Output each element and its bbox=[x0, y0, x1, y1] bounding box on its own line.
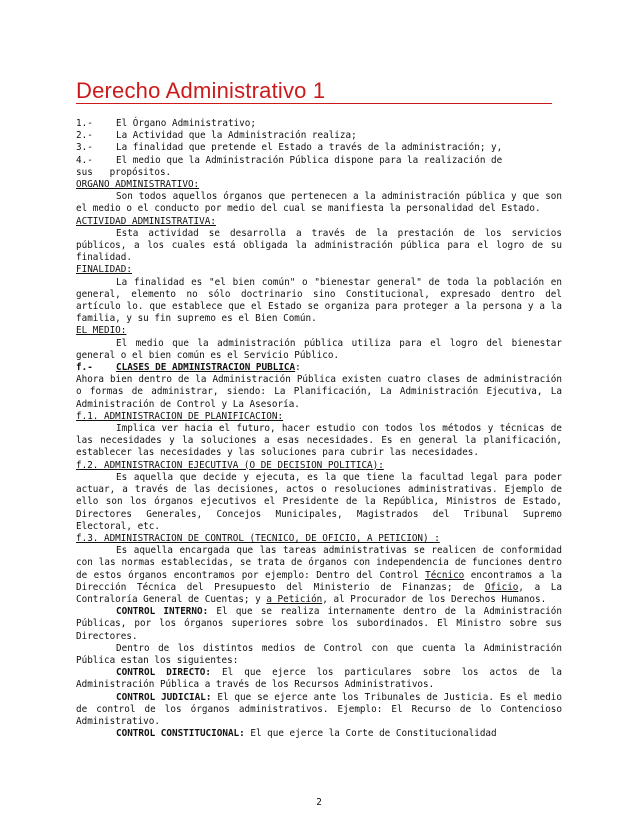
control-interno-paragraph bbox=[76, 606, 562, 643]
control-interno-label: CONTROL INTERNO: bbox=[116, 606, 209, 618]
list-number: 4.- bbox=[76, 154, 93, 166]
section-heading-organo: ORGANO ADMINISTRATIVO: bbox=[76, 179, 200, 191]
list-text: El Órgano Administrativo; bbox=[116, 118, 256, 129]
f3-text-d: , al Procurador de los Derechos Humanos. bbox=[322, 593, 547, 605]
section-text-f3 bbox=[76, 545, 562, 606]
control-constitucional-text: El que ejerce la Corte de Constitucionalidad bbox=[244, 728, 497, 740]
clases-label: f.- bbox=[76, 362, 93, 374]
section-heading-f1: f.1. ADMINISTRACION DE PLANIFICACION: bbox=[76, 410, 284, 422]
f3-underline-peticion: a Petición bbox=[266, 593, 323, 605]
control-constitucional-label: CONTROL CONSTITUCIONAL: bbox=[116, 728, 245, 740]
list-item bbox=[76, 118, 562, 130]
control-judicial-label: CONTROL JUDICIAL: bbox=[116, 691, 212, 703]
control-judicial-paragraph bbox=[76, 692, 562, 729]
f3-text-c: , a La Contraloría General de Cuentas; y bbox=[76, 581, 562, 605]
control-interno-text: El que se realiza internamente dentro de la Administración Públicas, por los órganos superiores sobre los subordinados. El Ministro sobre sus Directores. bbox=[76, 606, 562, 642]
section-text-clases: Ahora bien dentro de la Administración Pública existen cuatro clases de administración o formas de administrar, siendo: La Planificación, La Administración Ejecutiva, La Administración de Control y La Asesoría. bbox=[76, 374, 562, 410]
section-heading-finalidad: FINALIDAD: bbox=[76, 264, 132, 276]
section-text-f1: Implica ver hacia el futuro, hacer estudio con todos los métodos y técnicas de las necesidades y la soluciones a esas necesidades. Es en general la planificación, establecer las necesidades y las soluciones para cubrir las necesidades. bbox=[76, 423, 562, 459]
control-constitucional-paragraph bbox=[76, 728, 562, 740]
f3-underline-tecnico: Técnico bbox=[425, 569, 465, 581]
section-heading-clases bbox=[76, 362, 562, 374]
list-number: 3.- bbox=[76, 142, 93, 154]
f3-underline-oficio: Oficio bbox=[484, 581, 519, 593]
medios-control-paragraph: Dentro de los distintos medios de Control con que cuenta la Administración Pública estan los siguientes: bbox=[76, 642, 562, 666]
section-heading-f3: f.3. ADMINISTRACION DE CONTROL (TECNICO, DE OFICIO, A PETICION) : bbox=[76, 532, 440, 544]
section-heading-medio: EL MEDIO: bbox=[76, 325, 127, 337]
section-text-medio: El medio que la administración pública utiliza para el logro del bienestar general o el bien común es el Servicio Público. bbox=[76, 337, 562, 361]
section-text-f2: Es aquella que decide y ejecuta, es la que tiene la facultad legal para poder actuar, a través de las decisiones, actos o resoluciones administrativas. Ejemplo de ello son los órganos ejecutivos el Presidente de la República, Ministros de Estado, Directores Generales, Concejos Municipales, Magistrados del Tribunal Supremo Electoral, etc. bbox=[76, 471, 562, 532]
page-number: 2 bbox=[316, 797, 322, 808]
list-number: 2.- bbox=[76, 130, 93, 142]
f3-text-b: encontramos a la Dirección Técnica del Presupuesto del Ministerio de Finanzas; de bbox=[76, 569, 562, 593]
document-body bbox=[76, 118, 562, 740]
clases-heading: CLASES DE ADMINISTRACION PUBLICA bbox=[116, 362, 296, 374]
section-text-finalidad: La finalidad es "el bien común" o "bienestar general" de toda la población en general, elemento no sólo doctrinario sino Constitucional, expresado dentro del artículo lo. que establece que el Estado se organiza para proteger a la persona y a la familia, y su fin supremo es el Bien Común. bbox=[76, 276, 562, 325]
control-directo-text: El que ejerce los particulares sobre los actos de la Administración Pública a través de los Recursos Administrativos. bbox=[76, 667, 562, 691]
title-underline bbox=[76, 103, 552, 104]
control-directo-label: CONTROL DIRECTO: bbox=[116, 667, 211, 679]
section-text-actividad: Esta actividad se desarrolla a través de la prestación de los servicios públicos, a los cuales está obligada la administración pública para el logro de su finalidad. bbox=[76, 227, 562, 264]
list-text: La Actividad que la Administración realiza; bbox=[116, 130, 357, 142]
section-heading-actividad: ACTIVIDAD ADMINISTRATIVA: bbox=[76, 215, 216, 227]
document-title: Derecho Administrativo 1 bbox=[76, 78, 326, 103]
list-number: 1.- bbox=[76, 118, 93, 129]
list-continuation: sus propósitos. bbox=[76, 166, 172, 178]
list-item bbox=[76, 130, 562, 142]
list-text: La finalidad que pretende el Estado a través de la administración; y, bbox=[116, 142, 503, 154]
list-item bbox=[76, 155, 562, 167]
list-item bbox=[76, 142, 562, 154]
control-directo-paragraph bbox=[76, 667, 562, 691]
clases-colon: : bbox=[295, 362, 301, 374]
section-heading-f2: f.2. ADMINISTRACION EJECUTIVA (O DE DECISION POLITICA): bbox=[76, 459, 384, 471]
f3-text-a: Es aquella encargada que las tareas administrativas se realicen de conformidad con las normas establecidas, se trata de órganos con independencia de funciones dentro de estos órganos encontramos por ejemplo: Dentro del Control bbox=[76, 545, 562, 581]
control-judicial-text: El que se ejerce ante los Tribunales de Justicia. Es el medio de control de los órganos administrativos. Ejemplo: El Recurso de lo Contencioso Administrativo. bbox=[76, 691, 562, 727]
section-text-organo: Son todos aquellos órganos que pertenecen a la administración pública y que son el medio o el conducto por medio del cual se manifiesta la personalidad del Estado. bbox=[76, 191, 562, 215]
list-text: El medio que la Administración Pública dispone para la realización de bbox=[116, 154, 503, 166]
